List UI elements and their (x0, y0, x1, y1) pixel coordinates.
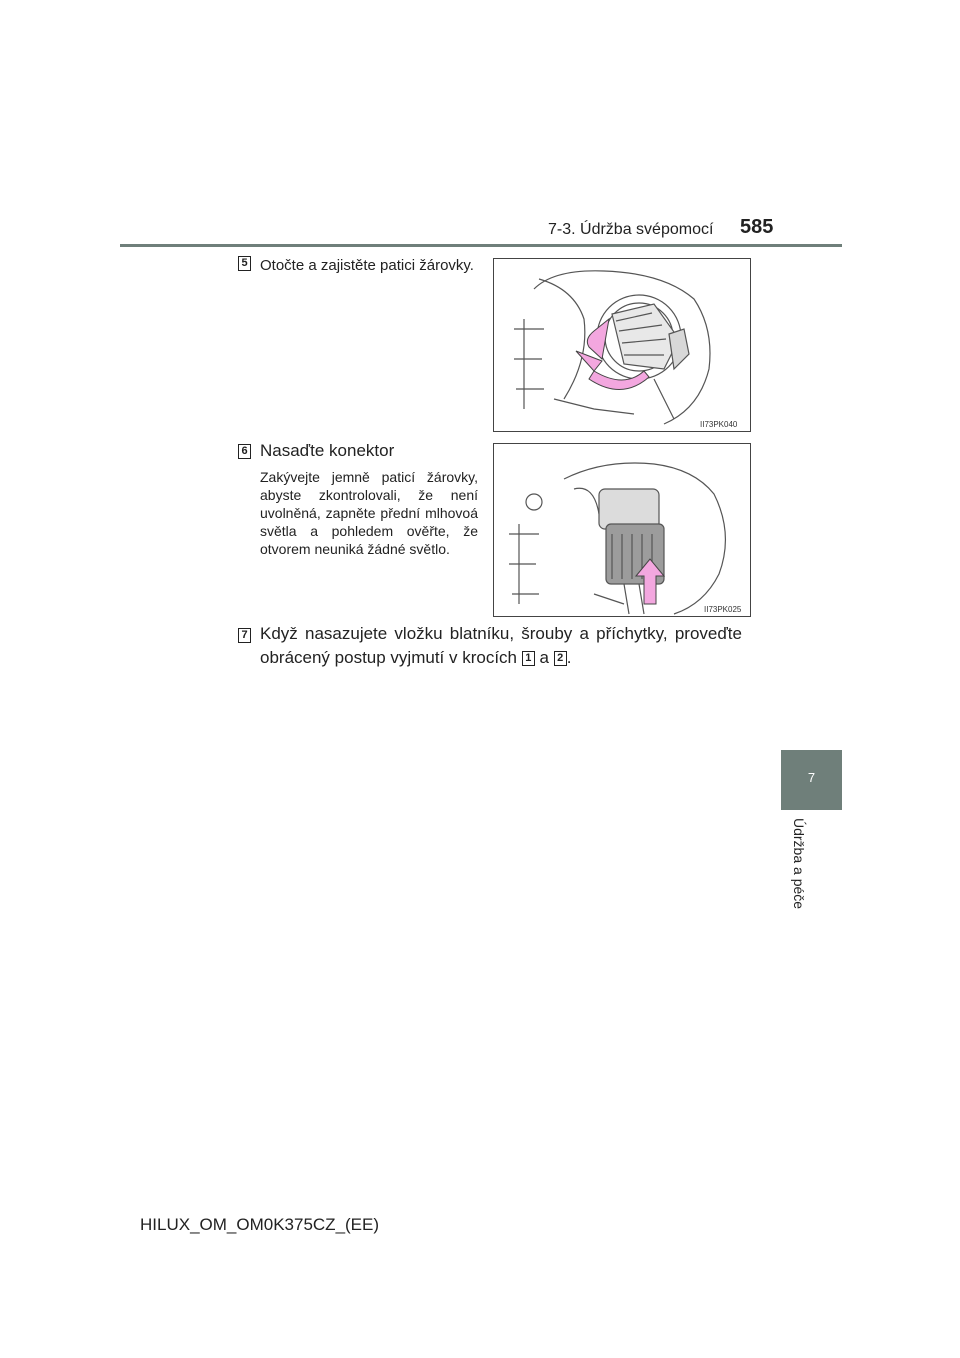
figure-code-1: II73PK040 (700, 420, 738, 429)
header-rule (120, 244, 842, 247)
figure-bulb-socket (493, 258, 751, 432)
step-7-end: . (566, 648, 572, 667)
step-ref-2: 2 (554, 651, 567, 666)
step-6-note: Zakývejte jemně paticí žárovky, abyste zkontrolovali, že není uvolněná, zapněte přední mlhovoá světla a pohledem ověřte, že otvorem neuniká žádné světlo. (260, 469, 478, 557)
step-number-7: 7 (238, 628, 251, 643)
step-7-text (260, 622, 742, 670)
section-title: 7-3. Údržba svépomocí (548, 221, 714, 238)
step-ref-1: 1 (522, 651, 535, 666)
bulb-socket-illustration (494, 259, 750, 431)
page-number: 585 (740, 216, 774, 238)
connector-illustration (494, 444, 750, 616)
step-7-conj: a (539, 648, 549, 667)
step-number-6: 6 (238, 444, 251, 459)
chapter-label: Údržba a péče (791, 818, 807, 910)
figure-code-2: II73PK025 (704, 605, 742, 614)
document-id: HILUX_OM_OM0K375CZ_(EE) (140, 1215, 380, 1234)
figure-connector (493, 443, 751, 617)
step-number-5: 5 (238, 256, 251, 271)
step-5-text: Otočte a zajistěte patici žárovky. (260, 257, 474, 274)
step-7-main-text: Když nasazujete vložku blatníku, šrouby a příchytky, proveďte obrácený postup vyjmutí v krocích (260, 624, 742, 667)
step-6-text: Nasaďte konektor (260, 441, 395, 460)
chapter-number: 7 (807, 770, 816, 785)
